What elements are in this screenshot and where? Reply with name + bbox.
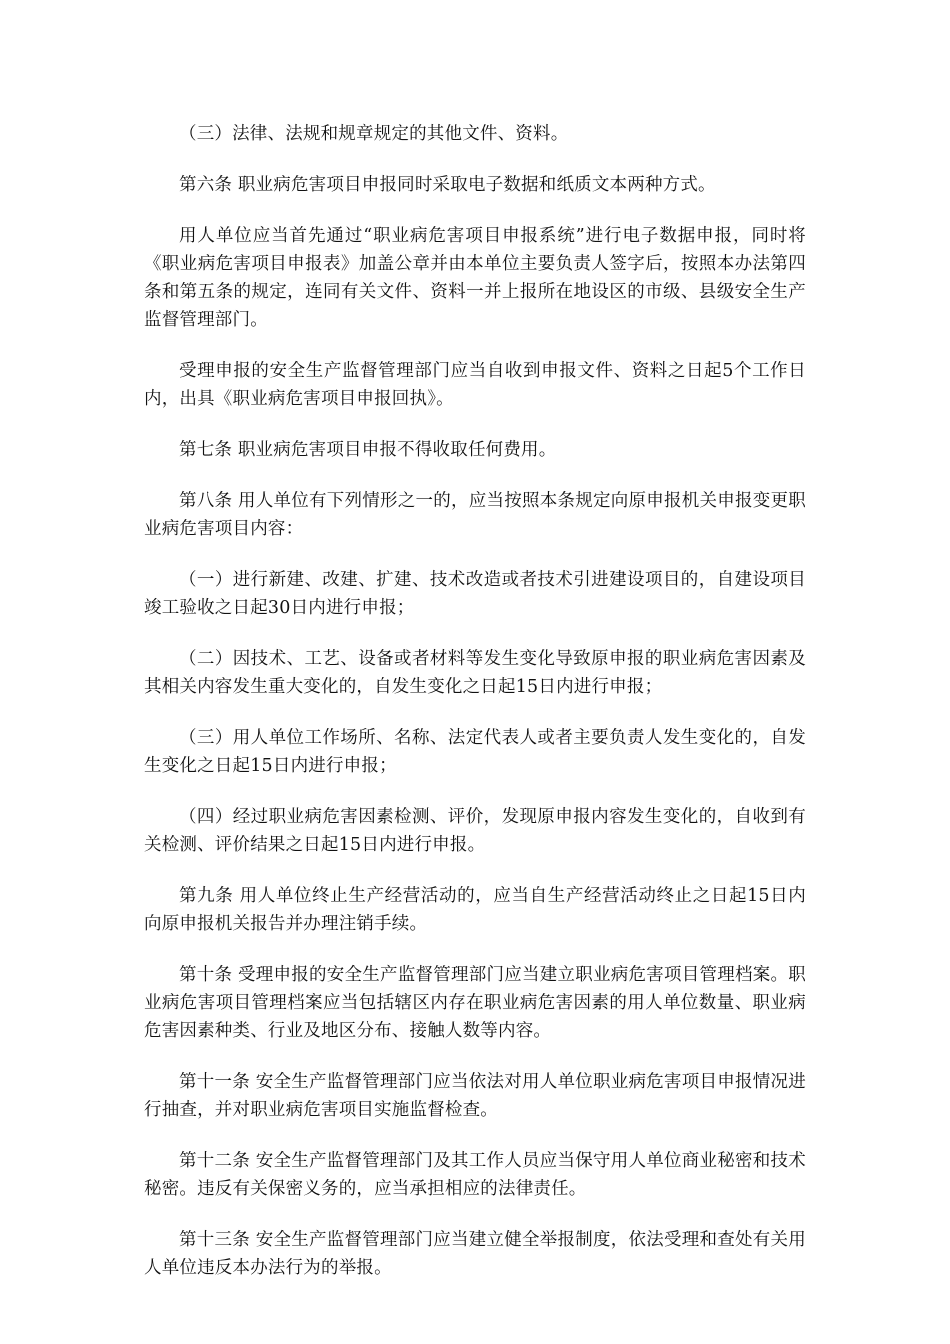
- article-13: 第十三条 安全生产监督管理部门应当建立健全举报制度，依法受理和查处有关用人单位违反本办法行为的举报。: [144, 1230, 806, 1278]
- article-6: 第六条 职业病危害项目申报同时采取电子数据和纸质文本两种方式。: [179, 175, 716, 195]
- article-9: 第九条 用人单位终止生产经营活动的，应当自生产经营活动终止之日起15日内向原申报机关报告并办理注销手续。: [144, 886, 806, 934]
- article-8-item-1: （一）进行新建、改建、扩建、技术改造或者技术引进建设项目的，自建设项目竣工验收之日起30日内进行申报；: [144, 570, 806, 618]
- article-8-item-2: （二）因技术、工艺、设备或者材料等发生变化导致原申报的职业病危害因素及其相关内容发生重大变化的，自发生变化之日起15日内进行申报；: [144, 649, 806, 697]
- article-8-item-3: （三）用人单位工作场所、名称、法定代表人或者主要负责人发生变化的，自发生变化之日起15日内进行申报；: [144, 728, 806, 776]
- article-11: 第十一条 安全生产监督管理部门应当依法对用人单位职业病危害项目申报情况进行抽查，并对职业病危害项目实施监督检查。: [144, 1072, 806, 1120]
- paragraph-item-3: （三）法律、法规和规章规定的其他文件、资料。: [179, 124, 569, 144]
- article-7: 第七条 职业病危害项目申报不得收取任何费用。: [179, 440, 557, 460]
- document-body: [144, 120, 806, 1305]
- article-10: 第十条 受理申报的安全生产监督管理部门应当建立职业病危害项目管理档案。职业病危害项目管理档案应当包括辖区内存在职业病危害因素的用人单位数量、职业病危害因素种类、行业及地区分布、接触人数等内容。: [144, 965, 806, 1041]
- article-8: 第八条 用人单位有下列情形之一的，应当按照本条规定向原申报机关申报变更职业病危害项目内容：: [144, 491, 806, 539]
- article-8-item-4: （四）经过职业病危害因素检测、评价，发现原申报内容发生变化的，自收到有关检测、评价结果之日起15日内进行申报。: [144, 807, 806, 855]
- article-12: 第十二条 安全生产监督管理部门及其工作人员应当保守用人单位商业秘密和技术秘密。违反有关保密义务的，应当承担相应的法律责任。: [144, 1151, 806, 1199]
- article-6-paragraph-2: 用人单位应当首先通过“职业病危害项目申报系统”进行电子数据申报，同时将《职业病危害项目申报表》加盖公章并由本单位主要负责人签字后，按照本办法第四条和第五条的规定，连同有关文件、资料一并上报所在地设区的市级、县级安全生产监督管理部门。: [144, 226, 806, 330]
- article-6-paragraph-3: 受理申报的安全生产监督管理部门应当自收到申报文件、资料之日起5个工作日内，出具《职业病危害项目申报回执》。: [144, 361, 806, 409]
